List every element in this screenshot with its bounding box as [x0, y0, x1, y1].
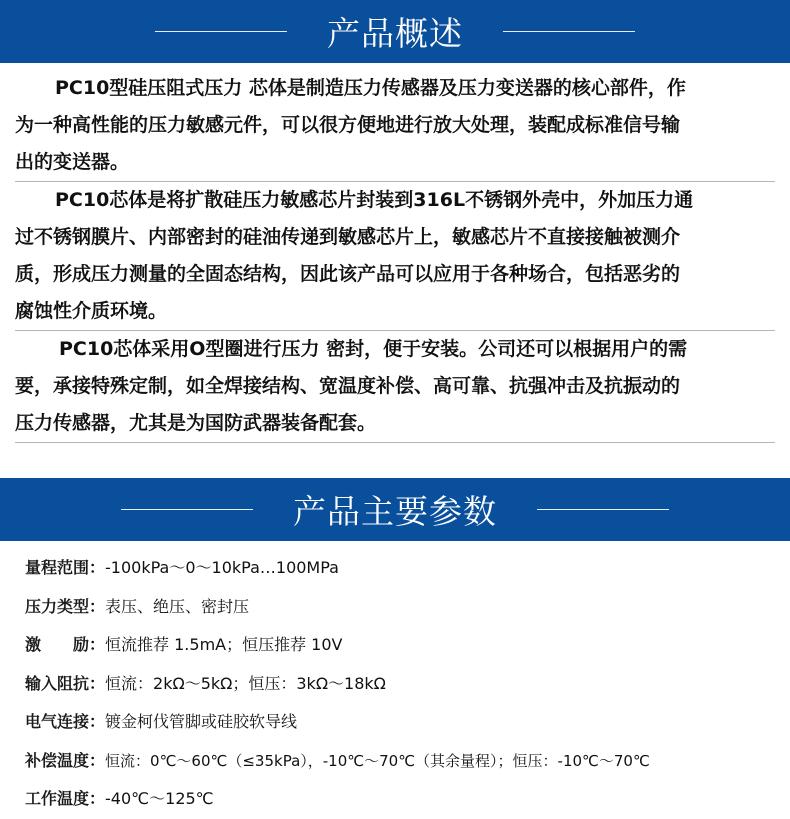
overview-title: 产品概述 [327, 14, 463, 53]
overview-banner [0, 0, 790, 63]
parameter-value: -40℃～125℃ [105, 789, 214, 808]
parameter-label: 电气连接 [25, 712, 90, 731]
overview-paragraph-3 [15, 331, 775, 443]
parameter-label: 补偿温度 [25, 750, 90, 770]
paragraph-line: 腐蚀性介质环境。 [15, 300, 168, 322]
overview-paragraph-2 [15, 182, 775, 331]
parameter-row-compensation: 补偿温度 ： 恒流：0℃～60℃（≤35kPa），-10℃～70℃（其余量程）；恒压：-10℃～70℃ [25, 742, 775, 781]
parameter-list [25, 549, 775, 819]
overview-text [15, 70, 775, 443]
paragraph-line: 出的变送器。 [15, 151, 130, 173]
parameter-label: 激 励 [25, 635, 90, 654]
parameter-label: 输入阻抗 [25, 673, 90, 693]
parameter-value: 恒流：0℃～60℃（≤35kPa），-10℃～70℃（其余量程）；恒压：-10℃～70℃ [105, 751, 650, 770]
paragraph-line: PC10型硅压阻式压力 芯体是制造压力传感器及压力变送器的核心部件，作 [55, 77, 686, 99]
paragraph-line: 要，承接特殊定制，如全焊接结构、宽温度补偿、高可靠、抗强冲击及抗振动的 [15, 375, 681, 397]
parameters-title: 产品主要参数 [293, 492, 497, 531]
parameter-row-operating-temp: 工作温度 ： -40℃～125℃ [25, 780, 775, 819]
banner-divider-right [503, 31, 635, 32]
parameter-value: 镀金柯伐管脚或硅胶软导线 [105, 712, 298, 731]
parameter-label: 压力类型 [25, 596, 90, 616]
paragraph-line: PC10芯体是将扩散硅压力敏感芯片封装到316L不锈钢外壳中，外加压力通 [55, 189, 694, 211]
parameter-value: 恒流：2kΩ～5kΩ；恒压：3kΩ～18kΩ [105, 673, 386, 693]
banner-divider-left [155, 31, 287, 32]
banner-divider-left [121, 509, 253, 510]
overview-paragraph-1 [15, 70, 775, 182]
paragraph-line: PC10芯体采用O型圈进行压力 密封，便于安装。公司还可以根据用户的需 [59, 338, 688, 360]
parameter-row-connection: 电气连接 ： 镀金柯伐管脚或硅胶软导线 [25, 703, 775, 742]
parameter-label: 量程范围 [25, 558, 90, 577]
paragraph-line: 为一种高性能的压力敏感元件，可以很方便地进行放大处理，装配成标准信号输 [15, 114, 681, 136]
paragraph-line: 质，形成压力测量的全固态结构，因此该产品可以应用于各种场合，包括恶劣的 [15, 263, 681, 285]
parameter-value: -100kPa～0～10kPa…100MPa [105, 558, 339, 577]
paragraph-line: 压力传感器，尤其是为国防武器装备配套。 [15, 412, 377, 434]
parameter-value: 恒流推荐 1.5mA；恒压推荐 10V [105, 635, 343, 654]
parameter-value: 表压、绝压、密封压 [105, 596, 250, 616]
banner-divider-right [537, 509, 669, 510]
parameter-row-range: 量程范围 ： -100kPa～0～10kPa…100MPa [25, 549, 775, 588]
parameter-row-impedance: 输入阻抗 ： 恒流：2kΩ～5kΩ；恒压：3kΩ～18kΩ [25, 665, 775, 704]
parameter-row-pressure-type: 压力类型 ： 表压、绝压、密封压 [25, 588, 775, 627]
parameter-row-excitation: 激 励 ： 恒流推荐 1.5mA；恒压推荐 10V [25, 626, 775, 665]
parameters-banner [0, 478, 790, 541]
parameter-label: 工作温度 [25, 789, 90, 808]
paragraph-line: 过不锈钢膜片、内部密封的硅油传递到敏感芯片上，敏感芯片不直接接触被测介 [15, 226, 681, 248]
